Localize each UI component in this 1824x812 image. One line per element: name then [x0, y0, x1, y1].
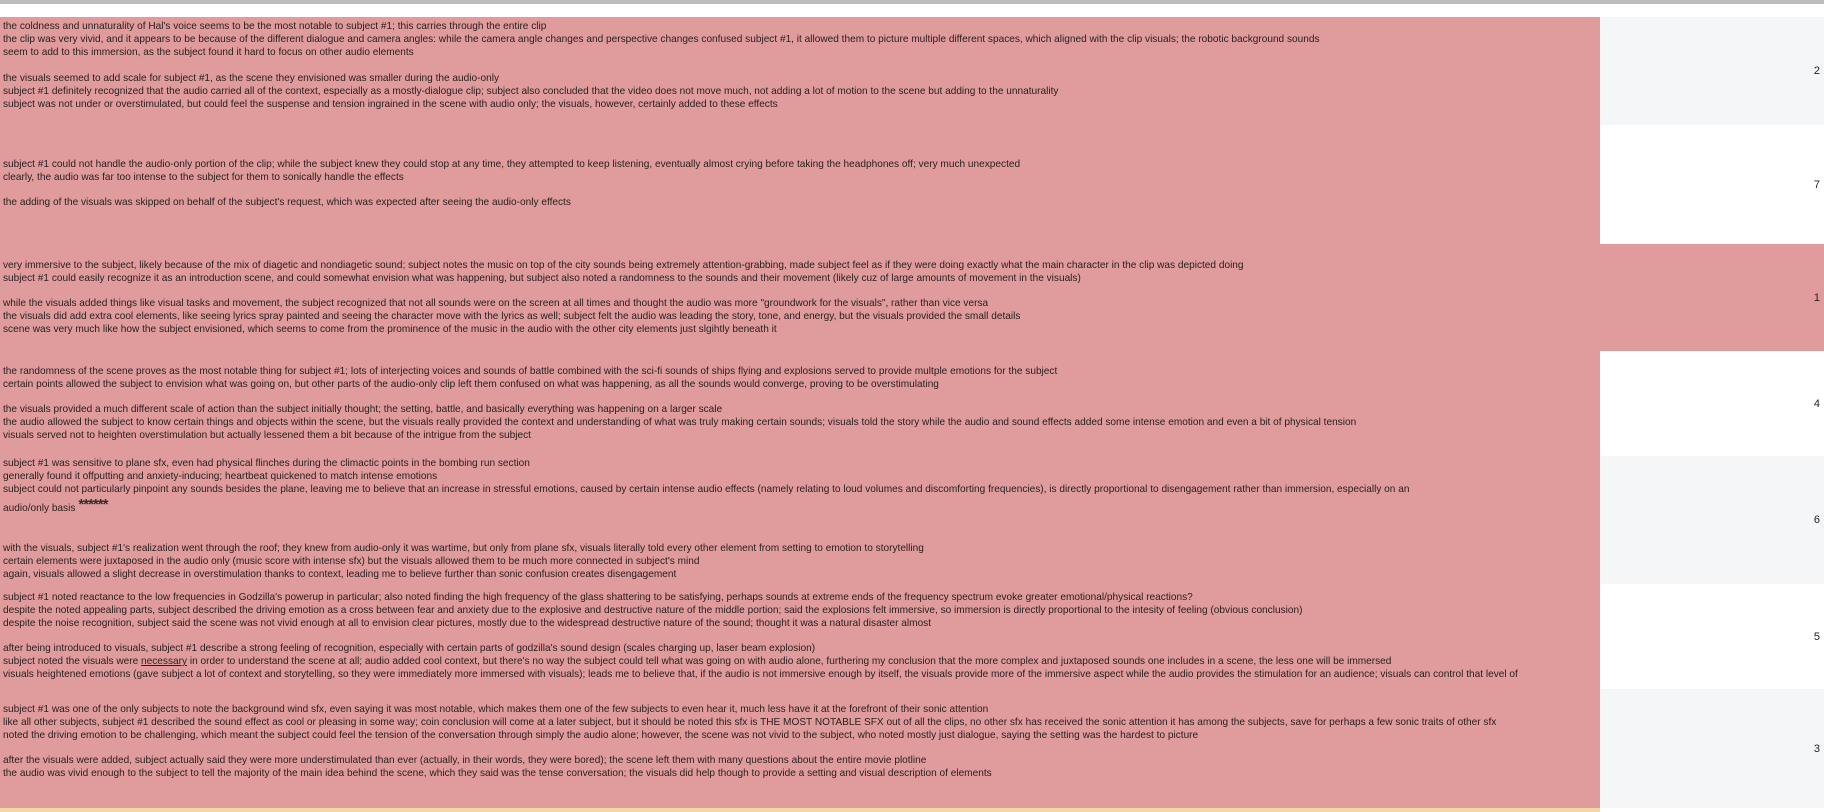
- table-row[interactable]: [0, 244, 1824, 351]
- note-line: [3, 496, 108, 515]
- note-line: after being introduced to visuals, subject #1 describe a strong feeling of recognition, especially with certain parts of godzilla's sound design (scales charging up, laser beam explosion): [3, 643, 816, 654]
- row-number: 4: [1813, 397, 1820, 410]
- row-number: 3: [1813, 742, 1820, 755]
- note-line: visuals served not to heighten overstimulation but actually lessened them a bit because of the intrigue from the subject: [3, 430, 531, 441]
- note-line: generally found it offputting and anxiety-inducing; heartbeat quickened to match intense emotions: [3, 471, 438, 482]
- notes-cell[interactable]: [0, 689, 1600, 808]
- note-line: subject #1 was sensitive to plane sfx, even had physical flinches during the climactic points in the bombing run section: [3, 458, 530, 469]
- row-number: 2: [1813, 65, 1820, 77]
- notes-cell[interactable]: [0, 584, 1600, 689]
- note-line: the adding of the visuals was skipped on behalf of the subject's request, which was expected after seeing the audio-only effects: [3, 197, 571, 208]
- note-line: the audio allowed the subject to know certain things and objects within the scene, but the visuals really provided the context and understanding of what was truly making certain sounds; visuals told the story while the audio and sound effects added some intense emotion and even a bit of physical tension: [3, 417, 1357, 428]
- note-line: the clip was very vivid, and it appears to be because of the different dialogue and camera angles: while the camera angle changes and perspective changes confused subject #1, it allowed them to picture multiple different spaces, which aligned with the clip visuals; the robotic background sounds: [3, 34, 1320, 45]
- table-row[interactable]: [0, 351, 1824, 456]
- notes-cell[interactable]: [0, 125, 1600, 244]
- note-line: despite the noted appealing parts, subject described the driving emotion as a cross between fear and anxiety due to the explosive and destructive nature of the middle portion; said the explosions felt immersive, so immersion is directly proportional to the intesity of feeling (obvious conclusion): [3, 605, 1303, 616]
- row-number: 1: [1813, 291, 1820, 304]
- note-line: subject #1 was one of the only subjects to note the background wind sfx, even saying it was most notable, which makes them one of the few subjects to even hear it, much less have it at the forefront of their sonic attention: [3, 704, 989, 715]
- note-line: after the visuals were added, subject actually said they were more understimulated than ever (actually, in their words, they were bored); the scene left them with many questions about the entire movie plotline: [3, 755, 927, 766]
- notes-cell[interactable]: [0, 351, 1600, 456]
- note-line: the coldness and unnaturality of Hal's voice seems to be the most notable to subject #1; this carries through the entire clip: [3, 21, 547, 32]
- note-line: subject #1 could not handle the audio-only portion of the clip; while the subject knew they could stop at any time, they attempted to keep listening, eventually almost crying before taking the headphones off; very much unexpected: [3, 159, 1021, 170]
- note-line: with the visuals, subject #1's realization went through the roof; they knew from audio-only it was wartime, but only from plane sfx, visuals literally told every other element from setting to emotion to storytelling: [3, 543, 924, 554]
- note-line: subject #1 could easily recognize it as an introduction scene, and could somewhat envision what was happening, but subject also noted a randomness to the sounds and their movement (likely cuz of large amounts of movement in the visuals): [3, 273, 1081, 284]
- note-line: like all other subjects, subject #1 described the sound effect as cool or pleasing in some way; coin conclusion will come at a later subject, but it should be noted this sfx is THE MOST NOTABLE SFX out of all the clips, no other sfx has received the sonic attention it has among the subjects, save for perhaps a few sonic traits of other sfx: [3, 717, 1497, 728]
- note-line: scene was very much like how the subject envisioned, which seems to come from the prominence of the music in the audio with the other city elements just slgihtly beneath it: [3, 324, 777, 335]
- row-number: 5: [1813, 630, 1820, 643]
- note-line: the randomness of the scene proves as the most notable thing for subject #1; lots of interjecting voices and sounds of battle combined with the sci-fi sounds of ships flying and explosions served to provide multple emotions for the subject: [3, 366, 1058, 377]
- note-line: subject was not under or overstimulated, but could feel the suspense and tension ingrained in the scene with audio only; the visuals, however, certainly added to these effects: [3, 99, 778, 110]
- row-number-cell[interactable]: [1600, 456, 1824, 584]
- table-row[interactable]: [0, 17, 1824, 125]
- note-line: subject #1 noted reactance to the low frequencies in Godzilla's powerup in particular; also noted finding the high frequency of the glass shattering to be satisfying, perhaps sounds at extreme ends of the frequency spectrum evoke greater emotional/physical reactions?: [3, 592, 1193, 603]
- note-line: certain points allowed the subject to envision what was going on, but other parts of the audio-only clip left them confused on what was happening, as all the sounds would converge, proving to be overstimulating: [3, 379, 939, 390]
- asterisk-marker: ******: [78, 496, 108, 513]
- notes-cell[interactable]: [0, 17, 1600, 125]
- top-border-strip: [0, 0, 1824, 4]
- note-line: very immersive to the subject, likely because of the mix of diagetic and nondiagetic sound; subject notes the music on top of the city sounds being extremely attention-grabbing, made subject feel as if they were doing exactly what the main character in the clip was depicted doing: [3, 260, 1244, 271]
- note-text: audio/only basis: [3, 503, 76, 514]
- note-line: seem to add to this immersion, as the subject found it hard to focus on other audio elements: [3, 47, 414, 58]
- row-number: 7: [1813, 178, 1820, 191]
- table-row[interactable]: [0, 689, 1824, 808]
- note-line: [3, 656, 1391, 668]
- row-number: 6: [1813, 514, 1820, 526]
- note-line: again, visuals allowed a slight decrease in overstimulation thanks to context, leading me to believe further than sonic confusion creates disengagement: [3, 569, 677, 580]
- note-line: while the visuals added things like visual tasks and movement, the subject recognized that not all sounds were on the screen at all times and thought the audio was more "groundwork for the visuals", rather than vice versa: [3, 298, 989, 309]
- note-line: the visuals did add extra cool elements, like seeing lyrics spray painted and seeing the character move with the lyrics as well; subject felt the audio was leading the story, tone, and energy, but the visuals provided the small details: [3, 311, 1021, 322]
- note-line: the audio was vivid enough to the subject to tell the majority of the main idea behind the scene, which they said was the tense conversation; the visuals did help though to provide a setting and visual description of elements: [3, 768, 992, 779]
- note-line: visuals heightened emotions (gave subject a lot of context and storytelling, so they were immediately more immersed with visuals); leads me to believe that, if the audio is not immersive enough by itself, the visuals provide more of the immersive aspect while the audio provides the stimulation for an audience; visuals can control that level of: [3, 669, 1518, 680]
- note-line: the visuals seemed to add scale for subject #1, as the scene they envisioned was smaller during the audio-only: [3, 73, 499, 84]
- note-line: the visuals provided a much different scale of action than the subject initially thought; the setting, battle, and basically everything was happening on a larger scale: [3, 404, 723, 415]
- row-number-cell[interactable]: [1600, 689, 1824, 808]
- note-line: certain elements were juxtaposed in the audio only (music score with intense sfx) but the visuals allowed them to be much more connected in subject's mind: [3, 556, 700, 567]
- note-text: in order to understand the scene at all; audio added cool context, but there's no way the subject could tell what was going on with audio alone, furthering my conclusion that the more complex and juxtaposed sounds one includes in a scene, the less one will be immersed: [187, 656, 1392, 667]
- note-text: subject noted the visuals were: [3, 656, 142, 667]
- row-number-cell[interactable]: [1600, 244, 1824, 351]
- table-row[interactable]: [0, 125, 1824, 244]
- row-number-cell[interactable]: [1600, 351, 1824, 456]
- note-line: subject #1 definitely recognized that the audio carried all of the context, especially as a mostly-dialogue clip; subject also concluded that the video does not move much, not adding a lot of motion to the scene but adding to the unnaturality: [3, 86, 1059, 97]
- note-line: subject could not particularly pinpoint any sounds besides the plane, leaving me to believe that an increase in stressful emotions, caused by certain intense audio effects (namely relating to loud volumes and discomforting frequencies), is directly proportional to disengagement rather than immersion, especially on an: [3, 484, 1410, 495]
- row-number-cell[interactable]: [1600, 584, 1824, 689]
- row-number-cell[interactable]: [1600, 125, 1824, 244]
- bottom-border-strip: [0, 808, 1600, 812]
- note-line: clearly, the audio was far too intense to the subject for them to sonically handle the effects: [3, 172, 404, 183]
- notes-cell[interactable]: [0, 244, 1824, 351]
- row-number-cell[interactable]: [1600, 17, 1824, 125]
- note-line: despite the noise recognition, subject said the scene was not vivid enough at all to envision clear pictures, mostly due to the widespread destructive nature of the sound; thought it was a natural disaster almost: [3, 618, 932, 629]
- underlined-word: necessary: [141, 656, 188, 667]
- table-row[interactable]: [0, 584, 1824, 689]
- notes-cell[interactable]: [0, 456, 1600, 584]
- table-row[interactable]: [0, 456, 1824, 584]
- note-line: noted the driving emotion to be challenging, which meant the subject could feel the tension of the conversation through simply the audio alone; however, the scene was not vivid to the subject, who noted mostly just dialogue, saying the setting was the hardest to picture: [3, 730, 1199, 741]
